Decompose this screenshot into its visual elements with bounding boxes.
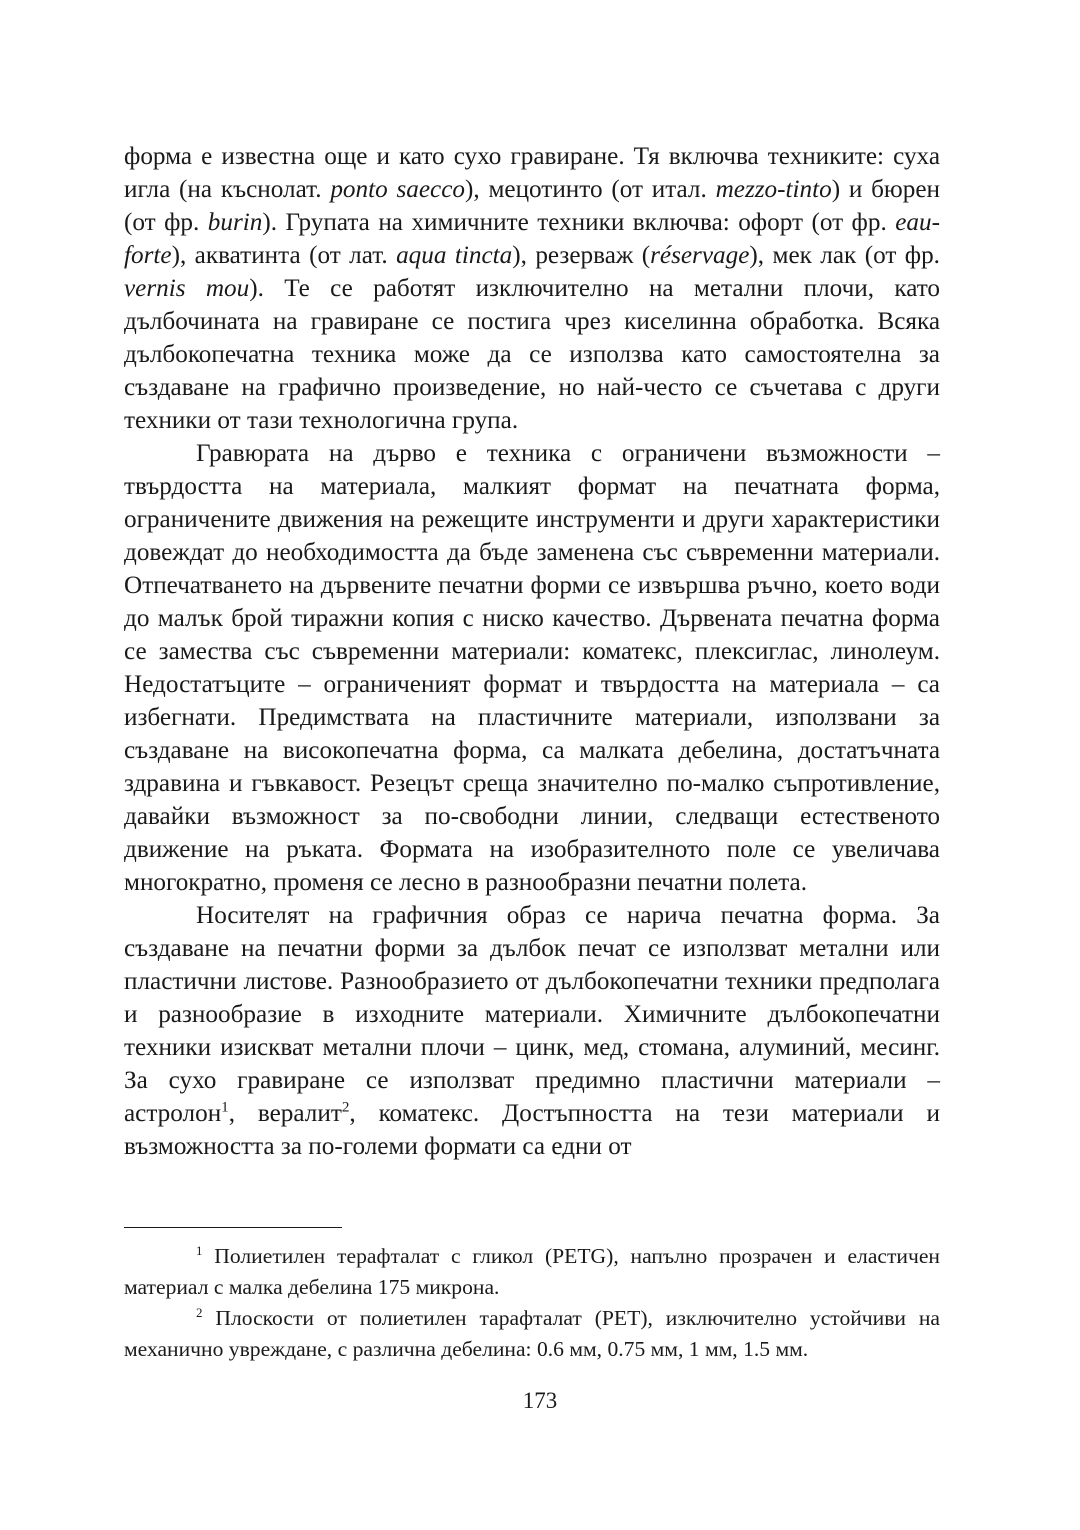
main-text [124, 140, 940, 1163]
text-run: ). Групата на химичните техники включва: офорт (от фр. [262, 209, 896, 236]
footnote-2 [124, 1303, 940, 1365]
text-run: ). Те се работят изключително на метални плочи, като дълбочината на гравиране се постига чрез киселинна обработка. Всяка дълбокопечатна техника може да се използва като самостоятелна за създаване на графично произведение, но най-често се съчетава с други техники от тази технологична група. [124, 275, 940, 434]
footnote-1 [124, 1241, 940, 1303]
footnote-separator [124, 1227, 342, 1228]
footnote-text: Полиетилен терафталат с гликол (PETG), напълно прозрачен и еластичен материал с малка дебелина 175 микрона. [124, 1244, 940, 1299]
footnote-reference-2[interactable]: 2 [341, 1099, 350, 1116]
text-run: ), акватинта (от лат. [171, 242, 397, 269]
footnote-text: Плоскости от полиетилен тарафталат (PET), изключително устойчиви на механично увреждане, с различна дебелина: 0.6 мм, 0.75 мм, 1 мм, 1.5 мм. [124, 1306, 940, 1361]
italic-term: burin [207, 209, 263, 236]
italic-term: vernis mou [124, 275, 250, 302]
paragraph-2: Гравюрата на дърво е техника с ограничени възможности – твърдостта на материала, малкият формат на печатната форма, ограничените движения на режещите инструменти и други характеристики довеждат до необходимостта да бъде заменена със съвременни материали. Отпечатването на дървените печатни форми се извършва ръчно, което води до малък брой тиражни копия с ниско качество. Дървената печатна форма се замества със съвременни материали: коматекс, плексиглас, линолеум. Недостатъците – ограниченият формат и твърдостта на материала – са избегнати. Предимствата на пластичните материали, използвани за създаване на високопечатна форма, са малката дебелина, достатъчната здравина и гъвкавост. Резецът среща значително по-малко съпротивление, давайки възможност за по-свободни линии, следващи естественото движение на ръката. Формата на изобразителното поле се увеличава многократно, променя се лесно в разнообразни печатни полета. [124, 440, 940, 896]
text-run: Носителят на графичния образ се нарича печатна форма. За създаване на печатни форми за дълбок печат се използват метални или пластични листове. Разнообразието от дълбокопечатни техники предполага и разнообразие в изходните материали. Химичните дълбокопечатни техники изискват метални плочи – цинк, мед, стомана, алуминий, месинг. За сухо гравиране се използват предимно пластични материали – астролон [124, 902, 940, 1127]
footnotes [124, 1241, 940, 1365]
text-run: ), мек лак (от фр. [749, 242, 940, 269]
text-run: форма е известна още и като сухо гравиране. Тя включва техниките: суха игла (на къснолат. [124, 143, 940, 203]
text-run: ) и бюрен (от фр. [124, 176, 941, 236]
text-run: ), резерваж ( [512, 242, 651, 269]
footnote-marker: 1 [196, 1242, 203, 1258]
text-run: , коматекс. Достъпността на тези материали и възможността за по-големи формати са едни от [124, 1100, 940, 1160]
footnote-marker: 2 [196, 1304, 203, 1320]
paragraph-1 [124, 140, 940, 437]
italic-term: réservage [650, 242, 750, 269]
footnote-reference-1[interactable]: 1 [221, 1099, 229, 1116]
italic-term: eau-forte [124, 209, 940, 269]
italic-term: aqua tincta [396, 242, 513, 269]
text-run: ), мецотинто (от итал. [465, 176, 716, 203]
page-number: 173 [522, 1388, 558, 1413]
paragraph-3 [124, 899, 940, 1163]
italic-term: mezzo-tinto [715, 176, 832, 203]
italic-term: ponto saecco [330, 176, 465, 203]
text-run: , вералит [228, 1100, 342, 1127]
